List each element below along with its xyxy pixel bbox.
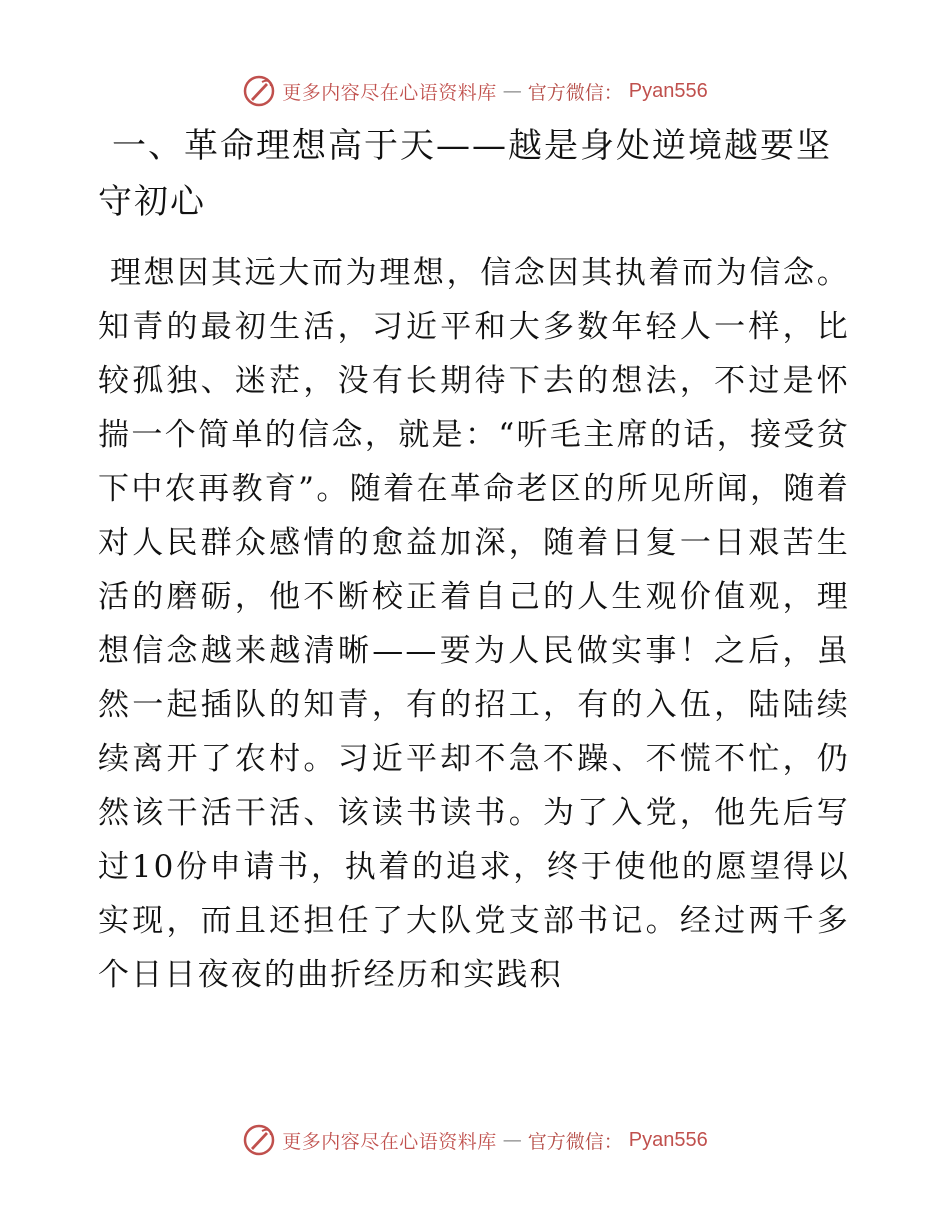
section-heading: 一、革命理想高于天——越是身处逆境越要坚守初心 xyxy=(98,126,832,222)
footer-watermark xyxy=(0,1120,950,1160)
watermark-label: 官方微信： xyxy=(527,81,623,104)
watermark-brand: 更多内容尽在心语资料库 xyxy=(282,81,497,104)
body-paragraph: 理想因其远大而为理想，信念因其执着而为信念。知青的最初生活，习近平和大多数年轻人一样，比较孤独、迷茫，没有长期待下去的想法，不过是怀揣一个简单的信念，就是：“听毛主席的话，接受贫下中农再教育”。随着在革命老区的所见所闻，随着对人民群众感情的愈益加深，随着日复一日艰苦生活的磨砺，他不断校正着自己的人生观价值观，理想信念越来越清晰——要为人民做实事！之后，虽然一起插队的知青，有的招工，有的入伍，陆陆续续离开了农村。习近平却不急不躁、不慌不忙，仍然该干活干活、该读书读书。为了入党，他先后写过10份申请书，执着的追求，终于使他的愿望得以实现，而且还担任了大队党支部书记。经过两千多个日日夜夜的曲折经历和实践积 xyxy=(98,255,850,993)
watermark-dash: — xyxy=(502,80,522,102)
watermark-brand: 更多内容尽在心语资料库 xyxy=(282,1130,497,1153)
document-body xyxy=(98,118,850,1002)
feather-pen-logo-icon xyxy=(242,74,276,108)
feather-pen-logo-icon xyxy=(242,1123,276,1157)
watermark-label: 官方微信： xyxy=(527,1130,623,1153)
header-watermark xyxy=(0,71,950,111)
watermark-wechat-id: Pyan556 xyxy=(628,79,708,102)
watermark-wechat-id: Pyan556 xyxy=(628,1128,708,1151)
watermark-dash: — xyxy=(502,1129,522,1151)
